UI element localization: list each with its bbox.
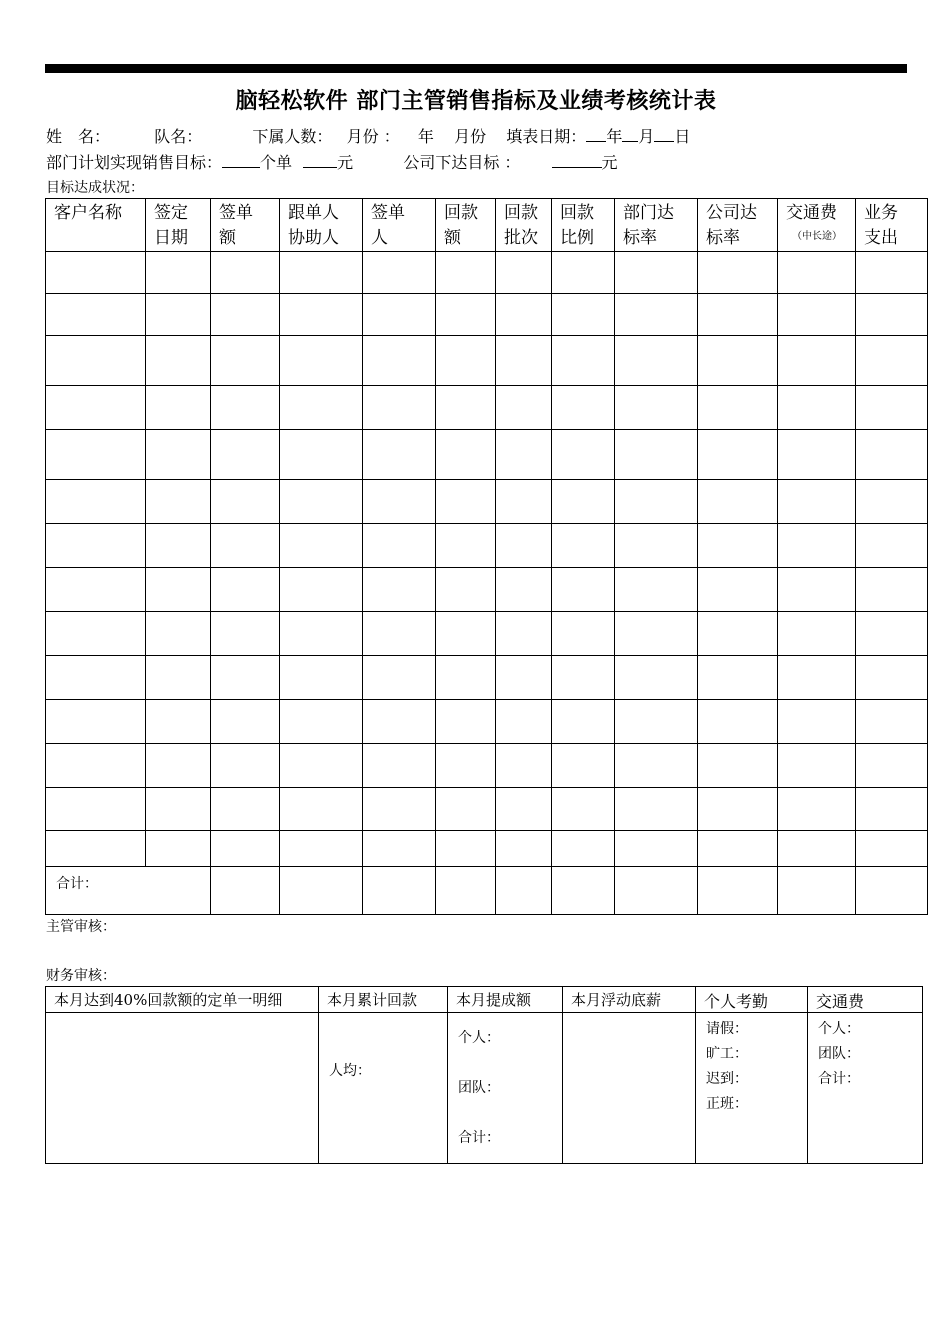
table-cell[interactable] (856, 831, 928, 867)
header-line-1: 签定 (154, 203, 188, 223)
table-cell[interactable] (778, 744, 856, 788)
total-cell[interactable] (280, 867, 363, 915)
header-cell (436, 199, 496, 252)
table-cell[interactable] (496, 294, 552, 336)
table-cell[interactable] (211, 568, 280, 612)
year-blank[interactable] (586, 125, 606, 142)
header-line-2: 日期 (154, 228, 188, 248)
table-row (46, 480, 928, 524)
table-cell[interactable] (46, 480, 146, 524)
table-cell[interactable] (496, 386, 552, 430)
table-cell[interactable] (496, 480, 552, 524)
avg-label: 人均： (329, 1063, 371, 1079)
table-cell[interactable] (615, 568, 698, 612)
table-cell[interactable] (552, 568, 615, 612)
summary-header-cell: 个人考勤 (696, 987, 808, 1013)
table-cell[interactable] (615, 656, 698, 700)
table-cell[interactable] (496, 700, 552, 744)
table-cell[interactable] (496, 524, 552, 568)
orders-detail-cell[interactable] (46, 1013, 319, 1164)
table-cell[interactable] (280, 294, 363, 336)
month-char: 月份 (454, 127, 487, 146)
table-cell[interactable] (856, 568, 928, 612)
attendance-cell[interactable] (696, 1013, 808, 1164)
table-cell[interactable] (615, 831, 698, 867)
table-cell[interactable] (436, 612, 496, 656)
header-line-2: 协助人 (288, 228, 339, 248)
table-cell[interactable] (436, 252, 496, 294)
top-rule (45, 64, 907, 73)
table-cell[interactable] (211, 612, 280, 656)
table-row (46, 252, 928, 294)
header-line-2: 标率 (706, 228, 740, 248)
total-cell[interactable] (615, 867, 698, 915)
orders-blank[interactable] (222, 151, 260, 168)
header-line-1: 签单 (371, 203, 405, 223)
header-line-1: 回款 (504, 203, 538, 223)
header-line-1: 签单 (219, 203, 253, 223)
total-label: 合计： (46, 867, 211, 915)
total-cell[interactable] (436, 867, 496, 915)
table-cell[interactable] (211, 524, 280, 568)
total-cell[interactable] (496, 867, 552, 915)
table-cell[interactable] (211, 430, 280, 480)
table-cell[interactable] (552, 524, 615, 568)
table-cell[interactable] (146, 612, 211, 656)
table-cell[interactable] (146, 430, 211, 480)
subordinates-label: 下属人数： (252, 127, 333, 146)
table-cell[interactable] (436, 294, 496, 336)
table-cell[interactable] (146, 480, 211, 524)
table-cell[interactable] (363, 252, 436, 294)
table-cell[interactable] (363, 656, 436, 700)
header-cell (856, 199, 928, 252)
table-cell[interactable] (698, 336, 778, 386)
header-cell (615, 199, 698, 252)
table-cell[interactable] (615, 612, 698, 656)
table-row (46, 524, 928, 568)
table-cell[interactable] (46, 612, 146, 656)
table-cell[interactable] (146, 744, 211, 788)
header-line-2: 比例 (560, 228, 594, 248)
table-cell[interactable] (778, 656, 856, 700)
table-cell[interactable] (778, 480, 856, 524)
header-line-2: 人 (371, 228, 388, 248)
unit-orders: 个单 (260, 153, 293, 172)
table-cell[interactable] (496, 831, 552, 867)
table-cell[interactable] (615, 788, 698, 831)
table-cell[interactable] (698, 788, 778, 831)
table-cell[interactable] (778, 831, 856, 867)
table-cell[interactable] (436, 336, 496, 386)
table-cell[interactable] (552, 831, 615, 867)
commission-label: 团队： (458, 1080, 500, 1096)
table-cell[interactable] (46, 294, 146, 336)
header-cell (46, 199, 146, 252)
table-cell[interactable] (552, 294, 615, 336)
header-line-2: 支出 (864, 228, 898, 248)
info-line-1 (46, 124, 690, 147)
header-line-2: 额 (444, 228, 461, 248)
table-cell[interactable] (211, 788, 280, 831)
table-cell[interactable] (436, 788, 496, 831)
header-line-1: 跟单人 (288, 203, 339, 223)
table-cell[interactable] (363, 524, 436, 568)
header-cell (496, 199, 552, 252)
table-row (46, 336, 928, 386)
table-cell[interactable] (552, 430, 615, 480)
summary-header-cell: 本月达到40%回款额的定单一明细 (46, 987, 319, 1013)
transport-label: 个人： (818, 1021, 860, 1037)
status-label: 目标达成状况： (46, 180, 144, 196)
month-blank[interactable] (622, 125, 638, 142)
table-cell[interactable] (46, 524, 146, 568)
table-cell[interactable] (552, 336, 615, 386)
commission-label: 合计： (458, 1130, 500, 1146)
table-cell[interactable] (856, 656, 928, 700)
table-cell[interactable] (280, 656, 363, 700)
table-cell[interactable] (778, 524, 856, 568)
finance-review: 财务审核： (46, 968, 116, 984)
total-cell[interactable] (552, 867, 615, 915)
header-line-1: 业务 (864, 203, 898, 223)
table-cell[interactable] (552, 788, 615, 831)
table-row (46, 831, 928, 867)
table-cell[interactable] (856, 524, 928, 568)
transport-label: 合计： (818, 1071, 860, 1087)
table-cell[interactable] (46, 568, 146, 612)
table-cell[interactable] (496, 430, 552, 480)
table-cell[interactable] (496, 252, 552, 294)
table-cell[interactable] (363, 700, 436, 744)
unit-yuan-2: 元 (601, 153, 618, 172)
table-row (46, 656, 928, 700)
header-line-1: 公司达 (706, 203, 757, 223)
table-cell[interactable] (211, 700, 280, 744)
year-char: 年 (417, 127, 434, 146)
table-cell[interactable] (46, 336, 146, 386)
table-cell[interactable] (146, 831, 211, 867)
table-cell[interactable] (615, 336, 698, 386)
table-cell[interactable] (280, 568, 363, 612)
commission-cell[interactable] (448, 1013, 563, 1164)
transport-cell[interactable] (808, 1013, 923, 1164)
attendance-label: 请假： (706, 1021, 748, 1037)
attendance-label: 旷工： (706, 1046, 748, 1062)
table-cell[interactable] (698, 831, 778, 867)
table-cell[interactable] (698, 294, 778, 336)
table-cell[interactable] (211, 656, 280, 700)
header-cell (211, 199, 280, 252)
table-cell[interactable] (280, 524, 363, 568)
table-cell[interactable] (146, 386, 211, 430)
table-cell[interactable] (211, 744, 280, 788)
table-row (46, 612, 928, 656)
company-target-label: 公司下达目标 ： (403, 153, 521, 172)
header-line-2: 标率 (623, 228, 657, 248)
table-row (46, 568, 928, 612)
table-cell[interactable] (363, 788, 436, 831)
table-cell[interactable] (436, 524, 496, 568)
table-cell[interactable] (146, 568, 211, 612)
table-cell[interactable] (280, 700, 363, 744)
summary-header-cell: 本月累计回款 (319, 987, 448, 1013)
table-cell[interactable] (280, 744, 363, 788)
fill-date-label: 填表日期： (506, 127, 587, 146)
table-cell[interactable] (496, 612, 552, 656)
table-cell[interactable] (856, 386, 928, 430)
table-cell[interactable] (280, 831, 363, 867)
table-cell[interactable] (856, 252, 928, 294)
table-cell[interactable] (436, 831, 496, 867)
table-cell[interactable] (778, 294, 856, 336)
table-cell[interactable] (778, 430, 856, 480)
table-cell[interactable] (778, 252, 856, 294)
table-cell[interactable] (615, 294, 698, 336)
table-cell[interactable] (615, 252, 698, 294)
table-cell[interactable] (615, 430, 698, 480)
table-cell[interactable] (698, 612, 778, 656)
table-cell[interactable] (615, 386, 698, 430)
table-cell[interactable] (280, 336, 363, 386)
table-cell[interactable] (363, 831, 436, 867)
table-cell[interactable] (280, 788, 363, 831)
table-cell[interactable] (496, 656, 552, 700)
commission-label: 个人： (458, 1030, 500, 1046)
table-cell[interactable] (778, 568, 856, 612)
total-cell[interactable] (778, 867, 856, 915)
table-cell[interactable] (46, 700, 146, 744)
table-cell[interactable] (778, 612, 856, 656)
header-line-2: 额 (219, 228, 236, 248)
table-cell[interactable] (778, 788, 856, 831)
name-label: 姓 名： (46, 127, 111, 146)
table-cell[interactable] (552, 700, 615, 744)
table-cell[interactable] (211, 386, 280, 430)
table-cell[interactable] (698, 252, 778, 294)
table-row (46, 788, 928, 831)
header-line-1: 回款 (560, 203, 594, 223)
summary-header-cell: 本月提成额 (448, 987, 563, 1013)
attendance-label: 迟到： (706, 1071, 748, 1087)
summary-header-cell: 交通费 (808, 987, 923, 1013)
header-cell (363, 199, 436, 252)
total-cell[interactable] (856, 867, 928, 915)
table-cell[interactable] (496, 744, 552, 788)
table-cell[interactable] (146, 252, 211, 294)
cumulative-payment-cell[interactable] (319, 1013, 448, 1164)
header-cell (146, 199, 211, 252)
header-line-2: （中长途） (792, 231, 842, 242)
header-cell (778, 199, 856, 252)
table-cell[interactable] (856, 294, 928, 336)
table-cell[interactable] (698, 568, 778, 612)
header-cell (698, 199, 778, 252)
table-cell[interactable] (363, 612, 436, 656)
table-cell[interactable] (698, 480, 778, 524)
table-cell[interactable] (146, 294, 211, 336)
table-cell[interactable] (211, 831, 280, 867)
table-cell[interactable] (615, 524, 698, 568)
table-cell[interactable] (211, 480, 280, 524)
table-cell[interactable] (856, 700, 928, 744)
table-cell[interactable] (552, 612, 615, 656)
table-cell[interactable] (211, 336, 280, 386)
table-cell[interactable] (280, 252, 363, 294)
attendance-label: 正班： (706, 1096, 748, 1112)
table-cell[interactable] (856, 336, 928, 386)
table-cell[interactable] (552, 744, 615, 788)
table-cell[interactable] (146, 656, 211, 700)
table-cell[interactable] (280, 430, 363, 480)
header-cell (280, 199, 363, 252)
header-line-1: 客户名称 (54, 203, 122, 223)
table-cell[interactable] (363, 744, 436, 788)
performance-table (45, 198, 928, 915)
table-cell[interactable] (856, 430, 928, 480)
table-cell[interactable] (280, 612, 363, 656)
table-cell[interactable] (363, 336, 436, 386)
summary-table (45, 986, 923, 1164)
table-cell[interactable] (46, 386, 146, 430)
yuan-blank[interactable] (303, 151, 337, 168)
table-cell[interactable] (363, 480, 436, 524)
table-cell[interactable] (280, 386, 363, 430)
table-cell[interactable] (698, 386, 778, 430)
fill-day: 日 (674, 127, 691, 146)
info-line-2 (46, 150, 618, 173)
table-cell[interactable] (363, 430, 436, 480)
table-cell[interactable] (496, 788, 552, 831)
table-cell[interactable] (778, 386, 856, 430)
table-cell[interactable] (856, 744, 928, 788)
table-cell[interactable] (46, 252, 146, 294)
fill-year: 年 (606, 127, 623, 146)
table-cell[interactable] (856, 480, 928, 524)
table-cell[interactable] (146, 524, 211, 568)
fill-month: 月 (638, 127, 655, 146)
table-cell[interactable] (698, 656, 778, 700)
unit-yuan: 元 (337, 153, 354, 172)
header-line-2: 批次 (504, 228, 538, 248)
summary-header-cell: 本月浮动底薪 (563, 987, 696, 1013)
header-line-1: 交通费 (786, 203, 837, 223)
day-blank[interactable] (654, 125, 674, 142)
table-cell[interactable] (280, 480, 363, 524)
table-cell[interactable] (698, 744, 778, 788)
table-cell[interactable] (146, 788, 211, 831)
table-cell[interactable] (552, 480, 615, 524)
header-row (46, 199, 928, 252)
table-row (46, 700, 928, 744)
header-line-1: 部门达 (623, 203, 674, 223)
table-cell[interactable] (363, 568, 436, 612)
table-cell[interactable] (436, 744, 496, 788)
floating-salary-cell[interactable] (563, 1013, 696, 1164)
table-cell[interactable] (778, 700, 856, 744)
table-row (46, 294, 928, 336)
table-cell[interactable] (46, 656, 146, 700)
total-cell[interactable] (698, 867, 778, 915)
table-cell[interactable] (46, 744, 146, 788)
table-cell[interactable] (698, 524, 778, 568)
plan-label: 部门计划实现销售目标： (46, 153, 223, 172)
table-cell[interactable] (363, 294, 436, 336)
header-cell (552, 199, 615, 252)
table-cell[interactable] (211, 252, 280, 294)
transport-label: 团队： (818, 1046, 860, 1062)
header-line-1: 回款 (444, 203, 478, 223)
table-cell[interactable] (698, 700, 778, 744)
table-cell[interactable] (46, 430, 146, 480)
table-cell[interactable] (436, 700, 496, 744)
page-title: 脑轻松软件 部门主管销售指标及业绩考核统计表 (235, 89, 717, 114)
table-cell[interactable] (856, 612, 928, 656)
table-cell[interactable] (436, 386, 496, 430)
table-cell[interactable] (46, 831, 146, 867)
table-cell[interactable] (436, 480, 496, 524)
table-row (46, 430, 928, 480)
table-row (46, 744, 928, 788)
table-cell[interactable] (698, 430, 778, 480)
table-cell[interactable] (211, 294, 280, 336)
table-cell[interactable] (46, 788, 146, 831)
total-row (46, 867, 928, 915)
table-cell[interactable] (436, 430, 496, 480)
table-cell[interactable] (552, 656, 615, 700)
team-label: 队名： (154, 127, 203, 146)
table-cell[interactable] (615, 480, 698, 524)
table-cell[interactable] (778, 336, 856, 386)
table-cell[interactable] (496, 568, 552, 612)
table-cell[interactable] (436, 656, 496, 700)
supervisor-review: 主管审核： (46, 919, 116, 935)
total-cell[interactable] (363, 867, 436, 915)
table-cell[interactable] (363, 386, 436, 430)
table-cell[interactable] (552, 252, 615, 294)
table-row (46, 386, 928, 430)
table-cell[interactable] (552, 386, 615, 430)
table-cell[interactable] (496, 336, 552, 386)
table-cell[interactable] (436, 568, 496, 612)
table-cell[interactable] (856, 788, 928, 831)
table-cell[interactable] (146, 700, 211, 744)
month-label: 月份 ： (346, 127, 400, 146)
total-cell[interactable] (211, 867, 280, 915)
table-cell[interactable] (146, 336, 211, 386)
table-cell[interactable] (615, 700, 698, 744)
company-target-blank[interactable] (552, 151, 602, 168)
table-cell[interactable] (615, 744, 698, 788)
